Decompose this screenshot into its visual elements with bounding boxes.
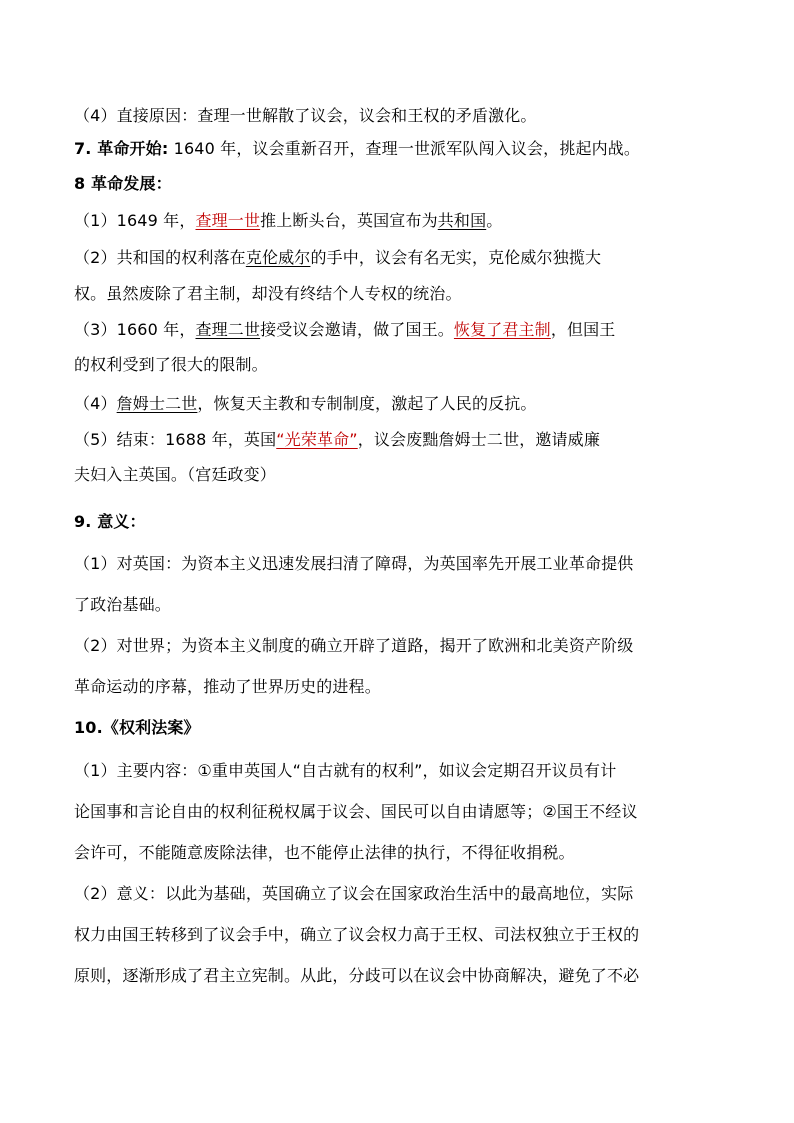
bill-of-rights-heading [74, 718, 724, 738]
significance-item-1-continuation: 了政治基础。 [74, 595, 171, 614]
significance-item-2 [74, 636, 724, 656]
item-5-prefix: （5）结束：1688 年，英国 [74, 430, 277, 449]
item-5-continuation: 夫妇入主英国。（宫廷政变） [74, 465, 276, 484]
item-2-prefix: （2）共和国的权利落在 [74, 248, 246, 267]
item-4-prefix: （4） [74, 394, 117, 413]
significance-heading-text: 9. 意义： [74, 512, 146, 531]
direct-cause-line [74, 106, 724, 126]
development-item-5 [74, 430, 724, 450]
development-item-5-cont [74, 465, 724, 485]
glorious-revolution-term: “光荣革命” [276, 430, 358, 449]
development-item-3 [74, 320, 724, 340]
item-2-rest: 的手中，议会有名无实，克伦威尔独揽大 [310, 248, 602, 267]
item-1-middle: 推上断头台，英国宣布为 [260, 211, 438, 230]
bill-significance-text-3: 原则，逐渐形成了君主立宪制。从此，分歧可以在议会中协商解决，避免了不必 [74, 966, 640, 985]
revolution-development-heading-text: 8 革命发展： [74, 174, 172, 193]
significance-item-2-cont [74, 677, 724, 697]
bill-content-line-1 [74, 761, 724, 781]
significance-item-1-cont [74, 595, 724, 615]
development-item-4 [74, 394, 724, 414]
bill-content-text-1: （1）主要内容：①重申英国人“自古就有的权利”，如议会定期召开议员有计 [74, 761, 617, 780]
revolution-development-heading [74, 174, 724, 194]
item-2-continuation: 权。虽然废除了君主制，却没有终结个人专权的统治。 [74, 284, 462, 303]
item-5-rest: ，议会废黜詹姆士二世，邀请威廉 [357, 430, 600, 449]
bill-significance-line-3 [74, 966, 724, 986]
item-3-continuation: 的权利受到了很大的限制。 [74, 355, 268, 374]
item-4-rest: ，恢复天主教和专制制度，激起了人民的反抗。 [197, 394, 537, 413]
bill-significance-text-1: （2）意义：以此为基础，英国确立了议会在国家政治生活中的最高地位，实际 [74, 884, 634, 903]
cromwell-term: 克伦威尔 [245, 248, 311, 267]
significance-item-2-text: （2）对世界；为资本主义制度的确立开辟了道路，揭开了欧洲和北美资产阶级 [74, 636, 634, 655]
bill-significance-text-2: 权力由国王转移到了议会手中，确立了议会权力高于王权、司法权独立于王权的 [74, 925, 640, 944]
revolution-start-line [74, 139, 724, 159]
charles-ii-term: 查理二世 [195, 320, 261, 339]
monarchy-restored-term: 恢复了君主制 [453, 320, 551, 339]
bill-significance-line-1 [74, 884, 724, 904]
significance-item-1 [74, 554, 724, 574]
revolution-start-heading: 7. 革命开始: [74, 139, 169, 158]
item-1-prefix: （1）1649 年， [74, 211, 196, 230]
bill-of-rights-heading-text: 10.《权利法案》 [74, 718, 200, 737]
item-1-end: 。 [486, 211, 503, 230]
development-item-1 [74, 211, 724, 231]
bill-content-line-2 [74, 802, 724, 822]
bill-content-text-3: 会许可，不能随意废除法律，也不能停止法律的执行，不得征收捐税。 [74, 843, 575, 862]
revolution-start-text: 1640 年，议会重新召开，查理一世派军队闯入议会，挑起内战。 [168, 139, 641, 158]
development-item-3-cont [74, 355, 724, 375]
significance-item-1-text: （1）对英国：为资本主义迅速发展扫清了障碍，为英国率先开展工业革命提供 [74, 554, 634, 573]
item-3-middle: 接受议会邀请，做了国王。 [260, 320, 454, 339]
development-item-2-cont [74, 284, 724, 304]
development-item-2 [74, 248, 724, 268]
direct-cause-text: （4）直接原因：查理一世解散了议会，议会和王权的矛盾激化。 [74, 106, 537, 125]
significance-item-2-continuation: 革命运动的序幕，推动了世界历史的进程。 [74, 677, 381, 696]
bill-content-line-3 [74, 843, 724, 863]
bill-significance-line-2 [74, 925, 724, 945]
charles-i-term: 查理一世 [195, 211, 261, 230]
bill-content-text-2: 论国事和言论自由的权利征税权属于议会、国民可以自由请愿等；②国王不经议 [74, 802, 638, 821]
james-ii-term: 詹姆士二世 [116, 394, 198, 413]
republic-term: 共和国 [437, 211, 487, 230]
significance-heading [74, 512, 724, 532]
item-3-end: ，但国王 [550, 320, 616, 339]
item-3-prefix: （3）1660 年， [74, 320, 196, 339]
